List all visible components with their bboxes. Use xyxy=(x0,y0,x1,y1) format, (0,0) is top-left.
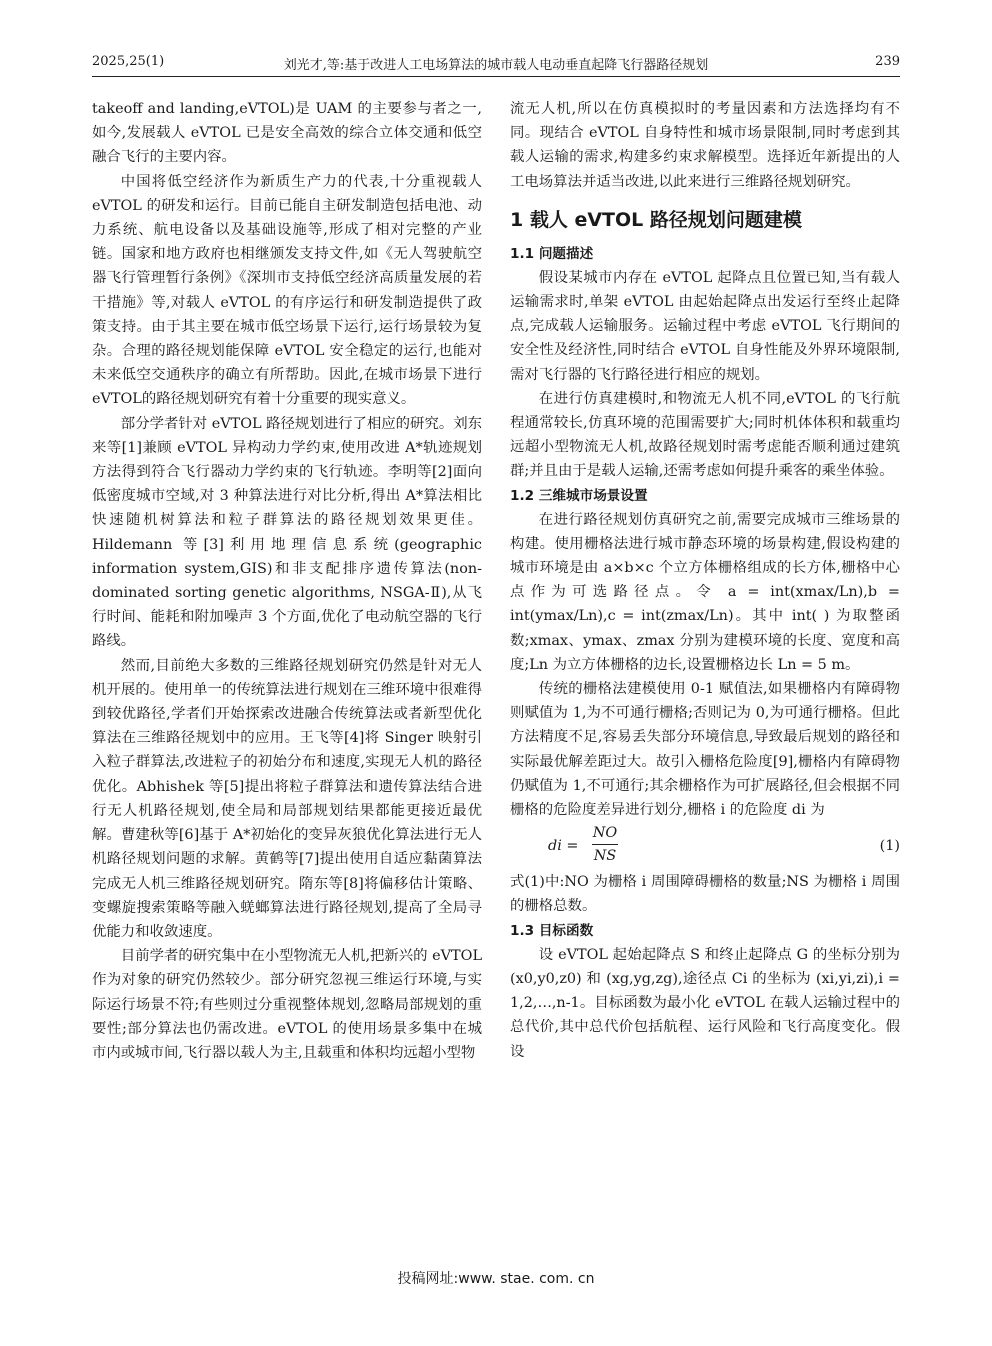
paragraph: 式(1)中:NO 为栅格 i 周围障碍栅格的数量;NS 为栅格 i 周围的栅格总数。 xyxy=(510,874,900,915)
running-header xyxy=(92,50,900,77)
paragraph: 流无人机,所以在仿真模拟时的考量因素和方法选择均有不同。现结合 eVTOL 自身特性和城市场景限制,同时考虑到其载人运输的需求,构建多约束求解模型。选择近年新提出的人工电场算法并适当改进,以此来进行三维路径规划研究。 xyxy=(510,101,900,190)
paragraph: 在进行仿真建模时,和物流无人机不同,eVTOL 的飞行航程通常较长,仿真环境的范围需要扩大;同时机体体积和载重均远超小型物流无人机,故路径规划时需考虑能否顺利通过建筑群;并且由于是载人运输,还需考虑如何提升乘客的乘坐体验。 xyxy=(510,390,900,480)
subsection-heading: 1.3 目标函数 xyxy=(510,922,594,939)
paragraph: 然而,目前绝大多数的三维路径规划研究仍然是针对无人机开展的。使用单一的传统算法进行规划在三维环境中很难得到较优路径,学者们开始探索改进融合传统算法或者新型优化算法在三维路径规划中的应用。王飞等[4]将 Singer 映射引入粒子群算法,改进粒子的初始分布和速度,实现无人机的路径优化。Abhishek 等[5]提出将粒子群算法和遗传算法结合进行无人机路径规划,使全局和局部规划结果都能更接近最优解。曹建秋等[6]基于 A*初始化的变异灰狼优化算法进行无人机路径规划问题的求解。黄鹤等[7]提出使用自适应黏菌算法完成无人机三维路径规划研究。隋东等[8]将偏移估计策略、变螺旋搜索策略等融入蜣螂算法进行路径规划,提高了全局寻优能力和收敛速度。 xyxy=(92,657,482,940)
running-title: 刘光才,等:基于改进人工电场算法的城市载人电动垂直起降飞行器路径规划 xyxy=(283,58,709,73)
fraction-numerator: NO xyxy=(592,822,618,845)
equation-lhs: di = xyxy=(548,838,579,855)
subsection-heading: 1.1 问题描述 xyxy=(510,245,594,262)
paragraph: 目前学者的研究集中在小型物流无人机,把新兴的 eVTOL 作为对象的研究仍然较少。部分研究忽视三维运行环境,与实际运行场景不符;有些则过分重视整体规划,忽略局部规划的重要性;部分算法也仍需改进。eVTOL 的使用场景多集中在城市内或城市间,飞行器以载人为主,且载重和体积均远超小型物 xyxy=(92,948,483,1061)
paragraph: 设 eVTOL 起始起降点 S 和终止起降点 G 的坐标分别为 (x0,y0,z0) 和 (xg,yg,zg),途径点 Ci 的坐标为 (xi,yi,zi),i = 1,2,…,n-1。目标函数为最小化 eVTOL 在载人运输过程中的总代价,其中总代价包括航程、运行风险和飞行高度变化。假设 xyxy=(510,946,900,1060)
paragraph: 假设某城市内存在 eVTOL 起降点且位置已知,当有载人运输需求时,单架 eVTOL 由起始起降点出发运行至终止起降点,完成载人运输服务。运输过程中考虑 eVTOL 飞行期间的安全性及经济性,同时结合 eVTOL 自身性能及外界环境限制,需对飞行器的飞行路径进行相应的规划。 xyxy=(510,269,900,383)
paragraph: 部分学者针对 eVTOL 路径规划进行了相应的研究。刘东来等[1]兼顾 eVTOL 异构动力学约束,使用改进 A*轨迹规划方法得到符合飞行器动力学约束的飞行轨迹。李明等[2]面向低密度城市空域,对 3 种算法进行对比分析,得出 A*算法相比快速随机树算法和粒子群算法的路径规划效果更佳。Hildemann 等[3]利用地理信息系统(geographic information system,GIS)和非支配排序遗传算法(non-dominated sorting genetic algorithms, NSGA-Ⅱ),从飞行时间、能耗和附加噪声 3 个方面,优化了电动航空器的飞行路线。 xyxy=(92,415,483,650)
subsection-heading: 1.2 三维城市场景设置 xyxy=(510,487,648,504)
right-column xyxy=(510,97,900,1064)
left-column xyxy=(92,97,482,1065)
section-heading: 1 载人 eVTOL 路径规划问题建模 xyxy=(510,208,802,231)
paragraph: 中国将低空经济作为新质生产力的代表,十分重视载人 eVTOL 的研发和运行。目前已能自主研发制造包括电池、动力系统、航电设备以及基础设施等,形成了相对完整的产业链。国家和地方政府也相继颁发支持文件,如《无人驾驶航空器飞行管理暂行条例》《深圳市支持低空经济高质量发展的若干措施》等,对载人 eVTOL 的有序运行和研发制造提供了政策支持。由于其主要在城市低空场景下运行,运行场景较为复杂。合理的路径规划能保障 eVTOL 安全稳定的运行,也能对未来低空交通秩序的确立有所帮助。因此,在城市场景下进行 eVTOL的路径规划研究有着十分重要的现实意义。 xyxy=(92,173,482,408)
paragraph: 传统的栅格法建模使用 0-1 赋值法,如果栅格内有障碍物则赋值为 1,为不可通行栅格;否则记为 0,为可通行栅格。但此方法精度不足,容易丢失部分环境信息,导致最后规划的路径和实际最优解差距过大。故引入栅格危险度[9],栅格内有障碍物仍赋值为 1,不可通行;其余栅格作为可扩展路径,但会根据不同栅格的危险度差异进行划分,栅格 i 的危险度 di 为 xyxy=(510,681,900,819)
page-number: 239 xyxy=(875,54,900,69)
equation-fraction xyxy=(592,822,618,867)
paragraph: 在进行路径规划仿真研究之前,需要完成城市三维场景的构建。使用栅格法进行城市静态环境的场景构建,假设构建的城市环境是由 a×b×c 个立方体栅格组成的长方体,栅格中心点作为可选路径点。令 a = int(xmax/Ln),b = int(ymax/Ln),c = int(zmax/Ln)。其中 int( ) 为取整函数;xmax、ymax、zmax 分别为建模环境的长度、宽度和高度;Ln 为立方体栅格的边长,设置栅格边长 Ln = 5 m。 xyxy=(510,511,900,673)
paragraph: takeoff and landing,eVTOL)是 UAM 的主要参与者之一,如今,发展载人 eVTOL 已是安全高效的综合立体交通和低空融合飞行的主要内容。 xyxy=(92,101,482,166)
equation-number: (1) xyxy=(879,838,900,855)
submission-url: 投稿网址:www. stae. com. cn xyxy=(397,1271,595,1287)
equation-1 xyxy=(510,822,900,870)
issue-info: 2025,25(1) xyxy=(92,54,165,69)
fraction-denominator: NS xyxy=(593,848,617,865)
